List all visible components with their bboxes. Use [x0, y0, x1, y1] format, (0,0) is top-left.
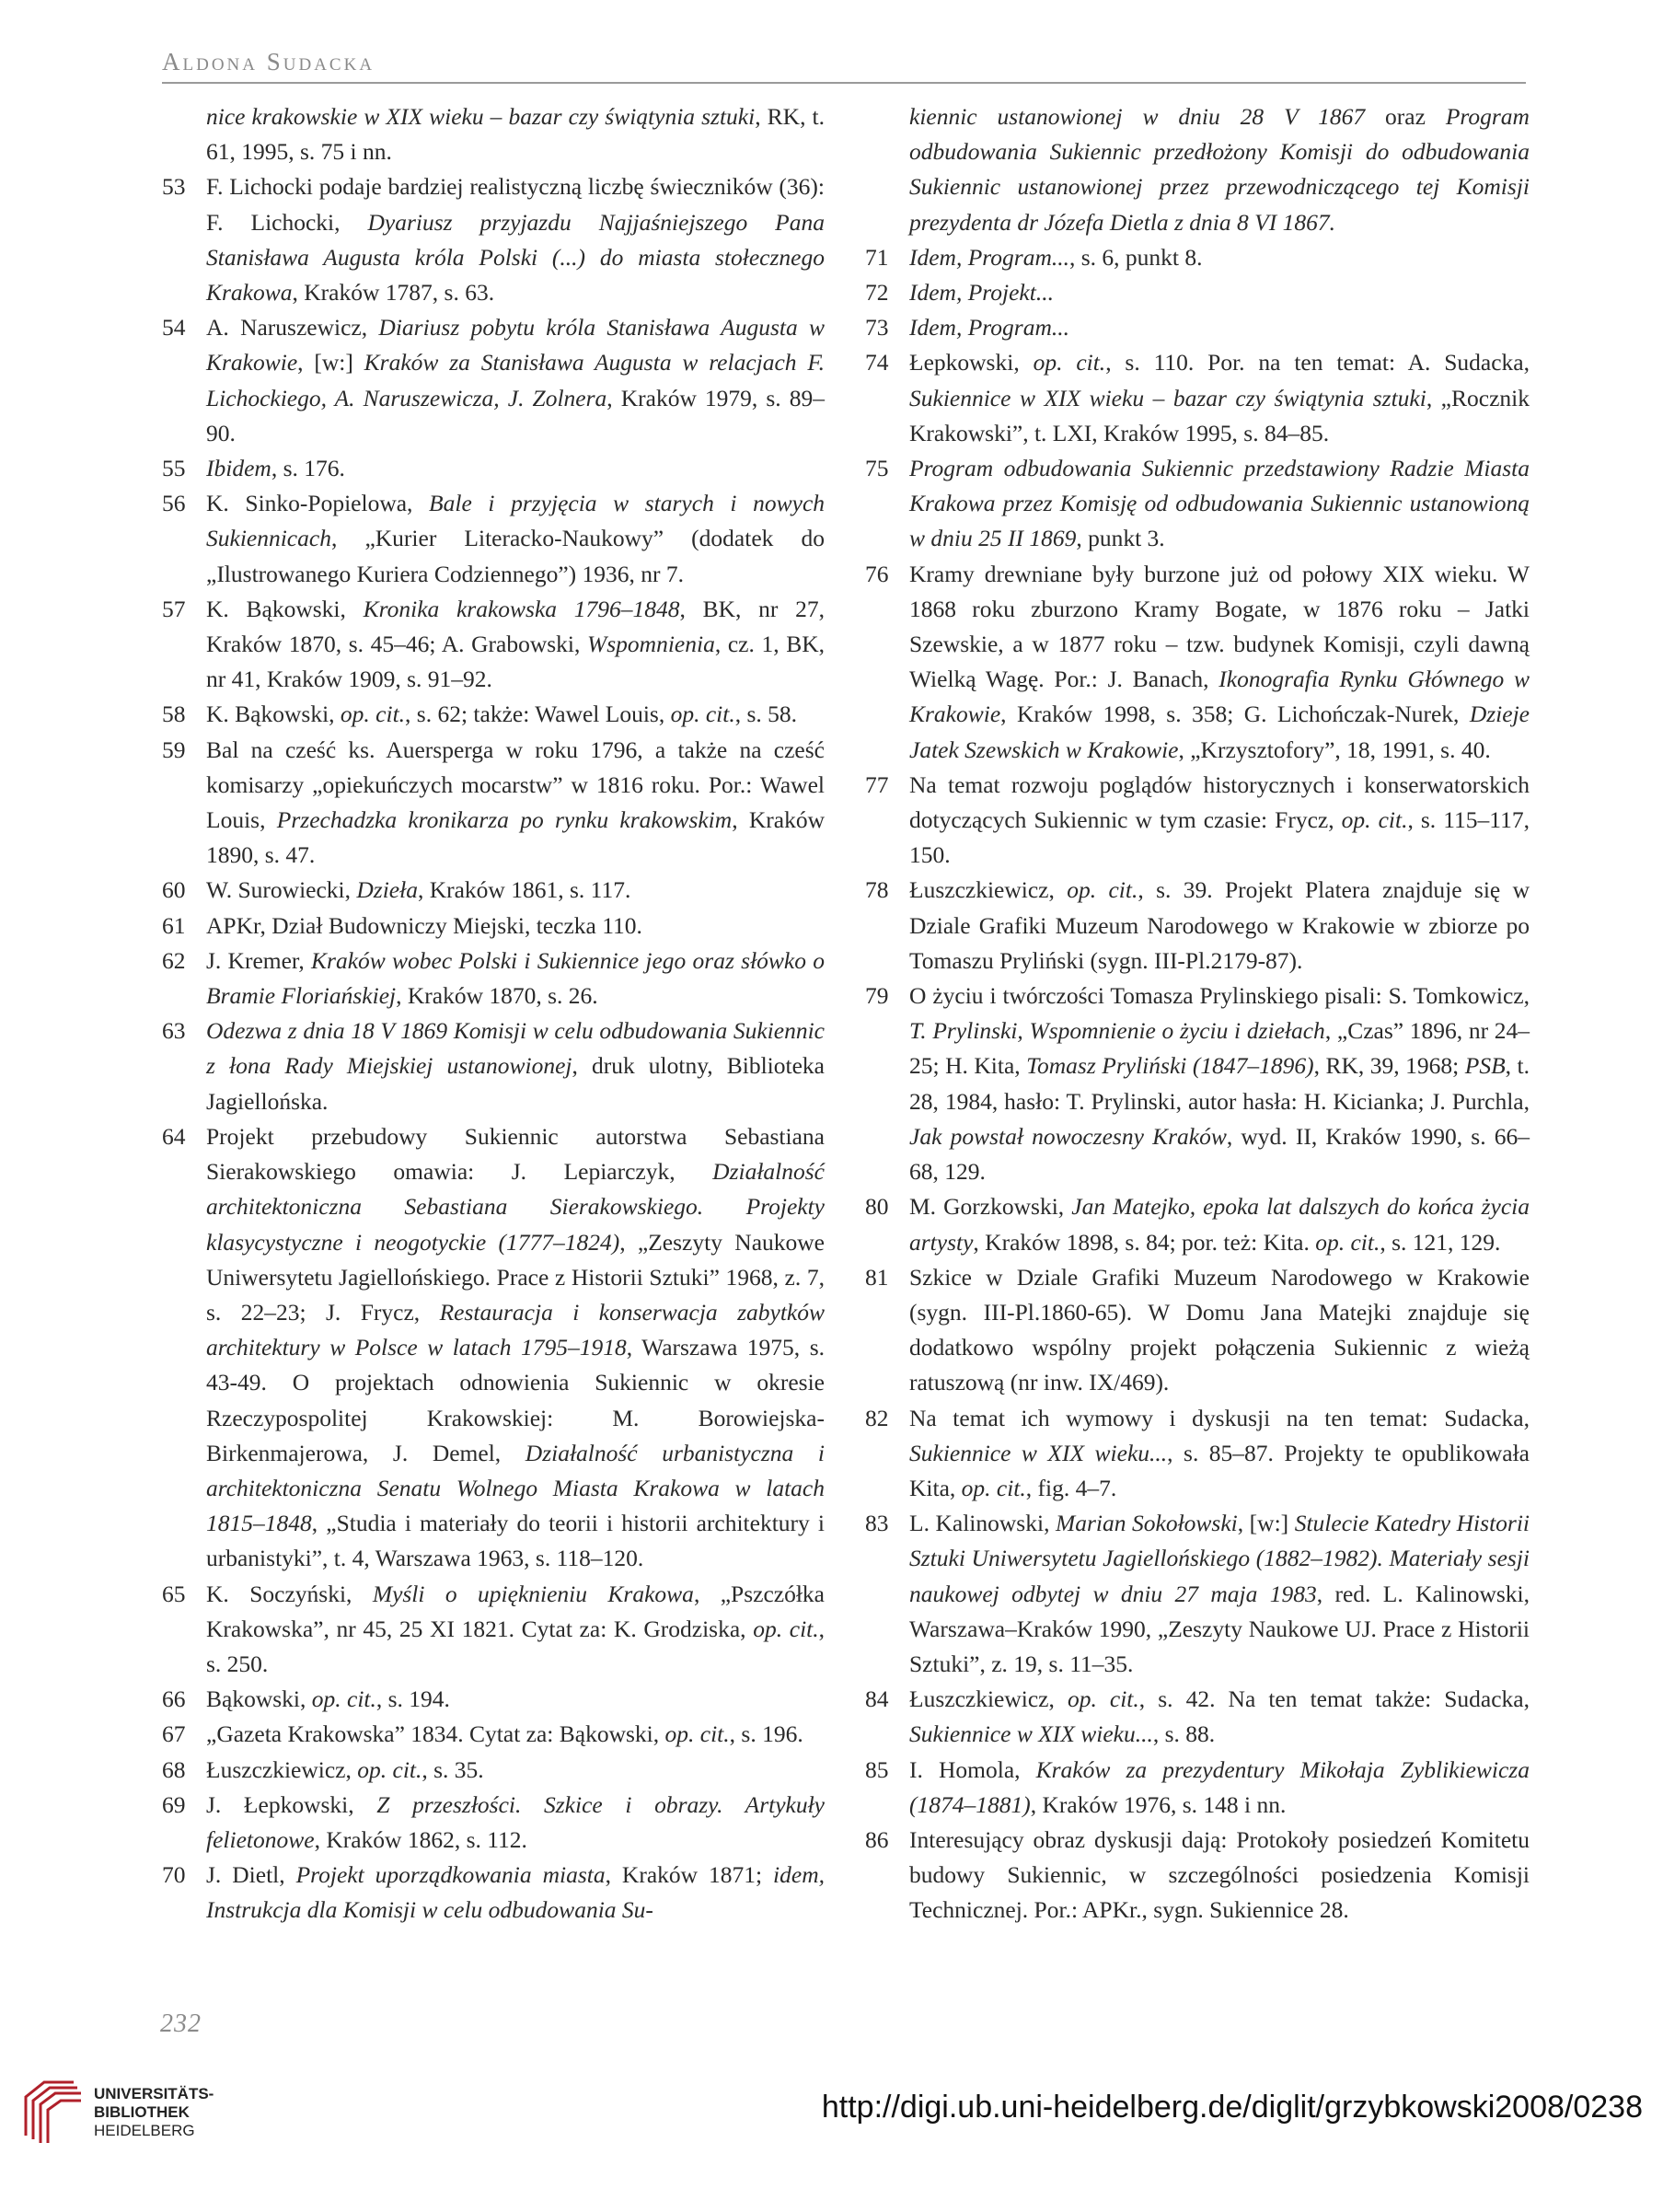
footnote-text	[206, 697, 825, 732]
footnote-number: 55	[162, 455, 186, 482]
footnote-segment: , Kraków 1870, s. 26.	[396, 982, 598, 1010]
footnote-segment: , wyd. II, Kraków 1990, s. 66–68, 129.	[909, 1122, 1530, 1186]
footnote	[162, 1788, 825, 1858]
footnote-segment: Łuszczkiewicz,	[909, 876, 1068, 904]
footnote-segment: J. Łepkowski,	[206, 1790, 377, 1818]
footnote-italic-segment: Projekt uporządkowania miasta	[295, 1861, 606, 1889]
footnote-italic-segment: Marian Sokołowski	[1055, 1510, 1238, 1537]
footnote-text	[206, 1577, 825, 1683]
footnote-text	[909, 240, 1530, 275]
footnote-italic-segment: Idem, Program...	[909, 314, 1069, 342]
footnote-number: 83	[865, 1510, 889, 1537]
footnote-italic-segment: Restauracja i konserwacja zabytków architektury w Polsce w latach 1795–1918	[206, 1298, 825, 1361]
footnote-italic-segment: Dyariusz przyjazdu Najjaśniejszego Pana Stanisława Augusta króla Polski (...) do miasta stołecznego Krakowa	[206, 208, 826, 307]
footnote-segment: , s. 42. Na ten temat także: Sudacka,	[1138, 1685, 1530, 1713]
footnote-text	[206, 451, 825, 486]
footnote	[865, 1260, 1530, 1401]
footnote-segment: , s. 196.	[729, 1720, 803, 1748]
footnote-italic-segment: Bale i przyjęcia w starych i nowych Sukiennicach	[206, 490, 826, 552]
footnote-segment: Łuszczkiewicz,	[909, 1685, 1068, 1713]
footnote-text	[909, 275, 1530, 310]
library-name-line: BIBLIOTHEK	[94, 2103, 190, 2121]
footnote-segment: J. Dietl,	[206, 1861, 296, 1889]
footnote-segment: , s. 194.	[375, 1685, 450, 1713]
footnote-number: 53	[162, 173, 186, 201]
footnote-segment: , s. 58.	[734, 701, 798, 728]
footnote	[162, 1682, 825, 1717]
footnotes-left-column	[162, 99, 825, 1928]
footnote-number: 54	[162, 314, 186, 342]
footnote-segment: , cz. 1, BK, nr 41, Kraków 1909, s. 91–92.	[206, 631, 826, 693]
footnote	[162, 486, 825, 592]
footnote-segment: , s. 121, 129.	[1380, 1228, 1501, 1256]
footnote-number: 74	[865, 349, 889, 376]
footnote-segment: Bąkowski,	[206, 1685, 312, 1713]
footnote-number	[162, 99, 206, 169]
footnote-italic-segment: Diariusz pobytu króla Stanisława Augusta w Krakowie	[206, 314, 826, 376]
footnote-segment: , „Krzysztofory”, 18, 1991, s. 40.	[1178, 735, 1491, 763]
footnote-segment: Bal na cześć ks. Auersperga w roku 1796, a także na cześć komisarzy „opiekuńczych mocarstw” w 1816 roku. Por.: Wawel Louis,	[206, 735, 825, 834]
footnote-italic-segment: Myśli o upięknieniu Krakowa	[372, 1580, 694, 1607]
footnote-text	[206, 733, 825, 874]
footnote-italic-segment: Dzieła	[356, 876, 418, 904]
footnote	[162, 1858, 825, 1928]
footnote-segment: Szkice w Dziale Grafiki Muzeum Narodowego w Krakowie (sygn. III-Pl.1860-65). W Domu Jana Matejki znajduje się dodatkowo wspólny projekt połączenia Sukiennic z wieżą ratuszową (nr inw. IX/469).	[909, 1263, 1530, 1396]
footnote-text	[909, 345, 1530, 451]
footnote-number: 61	[162, 911, 186, 939]
footnote-text	[909, 1682, 1530, 1752]
footnote-number: 86	[865, 1825, 889, 1853]
footnote-segment: , s. 110. Por. na ten temat: A. Sudacka,	[1105, 349, 1530, 376]
footnote-segment: , s. 62; także: Wawel Louis,	[405, 701, 671, 728]
footnote-segment: Łuszczkiewicz,	[206, 1755, 358, 1783]
footnote	[865, 99, 1530, 240]
footnote	[865, 240, 1530, 275]
footnote-italic-segment: Idem, Projekt...	[909, 279, 1054, 307]
footnote-segment: K. Bąkowski,	[206, 701, 341, 728]
footnote	[162, 873, 825, 908]
footnote-segment: , [w:]	[297, 349, 364, 376]
footnote-number: 79	[865, 982, 889, 1010]
footnote-number: 73	[865, 314, 889, 342]
footnote-number: 71	[865, 243, 889, 271]
footnote	[865, 979, 1530, 1189]
footnote-text	[909, 310, 1530, 345]
footnote-segment: , red. L. Kalinowski, Warszawa–Kraków 1990, „Zeszyty Naukowe UJ. Prace z Historii Sztuki”, z. 19, s. 11–35.	[909, 1580, 1530, 1677]
footnote-segment: K. Soczyński,	[206, 1580, 373, 1607]
footnote-number: 82	[865, 1404, 889, 1431]
footnote-segment: K. Sinko-Popielowa,	[206, 490, 430, 517]
running-header	[162, 48, 1526, 84]
footnote-segment: Na temat ich wymowy i dyskusji na ten temat: Sudacka,	[909, 1404, 1530, 1431]
page-footer	[0, 2062, 1663, 2212]
footnote-segment: , s. 88.	[1152, 1720, 1216, 1748]
footnote-number: 81	[865, 1263, 889, 1291]
footnote-italic-segment: Jan Matejko, epoka lat dalszych do końca życia artysty	[909, 1193, 1530, 1256]
library-name	[94, 2085, 214, 2140]
footnote-italic-segment: op. cit.	[1315, 1228, 1380, 1256]
footnote-number: 64	[162, 1122, 186, 1150]
footnote	[162, 1717, 825, 1752]
footnote-italic-segment: op. cit.	[311, 1685, 376, 1713]
footnote-segment: , „Kurier Literacko-Naukowy” (dodatek do „Ilustrowanego Kuriera Codziennego”) 1936, nr 7.	[206, 525, 825, 587]
footnote-italic-segment: Kraków za Stanisława Augusta w relacjach F. Lichockiego, A. Naruszewicza, J. Zolnera	[206, 349, 826, 411]
footnote-italic-segment: Program odbudowania Sukiennic przedłożony Komisji do odbudowania Sukiennic ustanowionej przez przewodniczącego tej Komisji prezydenta dr Józefa Dietla z dnia 8 VI 1867.	[909, 103, 1530, 236]
footnote-segment: , s. 250.	[206, 1615, 825, 1677]
footnote-italic-segment: Tomasz Pryliński (1847–1896)	[1026, 1052, 1314, 1080]
footnote-segment: J. Kremer,	[206, 946, 312, 974]
footnote-number: 59	[162, 735, 186, 763]
footnote-italic-segment: Ikonografia Rynku Głównego w Krakowie	[909, 666, 1530, 728]
footnote-segment: , „Studia i materiały do teorii i historii architektury i urbanistyki”, t. 4, Warszawa 1963, s. 118–120.	[206, 1510, 825, 1572]
footnote-text	[206, 1753, 825, 1788]
footnote	[162, 697, 825, 732]
footnote-segment: M. Gorzkowski,	[909, 1193, 1072, 1221]
footnote-number: 80	[865, 1193, 889, 1221]
footnote-segment: , druk ulotny, Biblioteka Jagiellońska.	[206, 1052, 825, 1115]
footnote-segment: APKr, Dział Budowniczy Miejski, teczka 110.	[206, 911, 642, 939]
footnote-text	[206, 310, 825, 451]
footnote-segment: , „Pszczółka Krakowska”, nr 45, 25 XI 1821. Cytat za: K. Grodziska,	[206, 1580, 826, 1642]
footnote	[865, 1753, 1530, 1823]
footnote-segment: , s. 115–117, 150.	[909, 806, 1530, 869]
footnote-italic-segment: idem, Instrukcja dla Komisji w celu odbudowania Su-	[206, 1861, 825, 1924]
footnote-italic-segment: PSB	[1464, 1052, 1506, 1080]
footnote	[162, 1013, 825, 1119]
footnote-text	[206, 99, 825, 169]
footnote-italic-segment: Stulecie Katedry Historii Sztuki Uniwersytetu Jagiellońskiego (1882–1982). Materiały sesji naukowej odbytej w dniu 27 maja 1983	[909, 1510, 1530, 1607]
footnote-text	[206, 944, 825, 1013]
footnote-segment: , Kraków 1861, s. 117.	[417, 876, 631, 904]
footnote	[865, 768, 1530, 874]
footnote	[865, 873, 1530, 979]
header-author: Aldona Sudacka	[162, 48, 375, 75]
footnote-segment: K. Bąkowski,	[206, 595, 364, 622]
footnote-segment: , s. 176.	[271, 455, 345, 482]
footnote-segment: , Kraków 1998, s. 358; G. Lichończak-Nurek,	[1000, 701, 1470, 728]
footnote-text	[909, 451, 1530, 557]
footnote	[162, 451, 825, 486]
footnote-segment: Na temat rozwoju poglądów historycznych i konserwatorskich dotyczących Sukiennic w tym czasie: Frycz,	[909, 770, 1530, 834]
footnote-segment: Interesujący obraz dyskusji dają: Protokoły posiedzeń Komitetu budowy Sukiennic, w szczególności posiedzenia Komisji Technicznej. Por.: APKr., sygn. Sukiennice 28.	[909, 1825, 1530, 1924]
footnote-segment: , Kraków 1890, s. 47.	[206, 806, 826, 869]
library-name-line: UNIVERSITÄTS-	[94, 2085, 214, 2102]
footnote-text	[206, 486, 825, 592]
footnote-italic-segment: Idem, Program...	[909, 243, 1069, 271]
footnote-segment: , s. 85–87. Projekty te opublikowała Kita,	[909, 1439, 1530, 1501]
footnote-segment: I. Homola,	[909, 1755, 1036, 1783]
footnote	[865, 1682, 1530, 1752]
footnote-italic-segment: Sukiennice w XIX wieku...	[909, 1439, 1168, 1466]
footnote-text	[206, 1013, 825, 1119]
footnote-segment: , Kraków 1976, s. 148 i nn.	[1030, 1790, 1287, 1818]
footnote-text	[206, 1119, 825, 1577]
footnote-italic-segment: Wspomnienia	[587, 631, 715, 658]
footnote-text	[909, 99, 1530, 240]
page-number: 232	[160, 2009, 202, 2038]
footnote	[162, 310, 825, 451]
footnote-italic-segment: op. cit.	[753, 1615, 819, 1642]
footnote-number: 76	[865, 560, 889, 587]
footnote-italic-segment: kiennic ustanowionej w dniu 28 V 1867	[909, 103, 1366, 130]
footnote-italic-segment: op. cit.	[340, 701, 406, 728]
footnote-segment: , t. 28, 1984, hasło: T. Prylinski, autor hasła: H. Kicianka; J. Purchla,	[909, 1052, 1530, 1115]
footnote-segment: , Kraków 1787, s. 63.	[292, 279, 495, 307]
footnote-segment: oraz	[1365, 103, 1446, 130]
footnote-text	[206, 592, 825, 698]
footnote-italic-segment: Odezwa z dnia 18 V 1869 Komisji w celu odbudowania Sukiennic z łona Rady Miejskiej ustanowionej	[206, 1017, 825, 1080]
footnote-italic-segment: op. cit.	[664, 1720, 730, 1748]
footnote-text	[909, 1506, 1530, 1682]
footnote	[162, 1577, 825, 1683]
footnote-text	[206, 909, 825, 944]
footnote-number: 68	[162, 1755, 186, 1783]
footnote-number: 77	[865, 770, 889, 798]
footnote-italic-segment: Ibidem	[206, 455, 271, 482]
footnote-text	[206, 169, 825, 310]
footnote-number: 62	[162, 946, 186, 974]
footnote	[865, 275, 1530, 310]
footnote-segment: L. Kalinowski,	[909, 1510, 1056, 1537]
footnote-segment: , Kraków 1898, s. 84; por. też: Kita.	[973, 1228, 1316, 1256]
footnote-italic-segment: Kronika krakowska 1796–1848	[363, 595, 680, 622]
footnote-segment: A. Naruszewicz,	[206, 314, 379, 342]
footnote-segment: , s. 6, punkt 8.	[1069, 243, 1203, 271]
footnote-italic-segment: Sukiennice w XIX wieku – bazar czy świątynia sztuki	[909, 384, 1426, 411]
footnote-number: 85	[865, 1755, 889, 1783]
footnote-segment: W. Surowiecki,	[206, 876, 357, 904]
footnote-text	[909, 1753, 1530, 1823]
footnote-text	[206, 1788, 825, 1858]
footnote-text	[206, 1858, 825, 1928]
footnote-segment: , fig. 4–7.	[1025, 1474, 1117, 1501]
footnote-italic-segment: op. cit.	[1033, 349, 1106, 376]
footnote	[865, 1401, 1530, 1507]
footnote-italic-segment: Program odbudowania Sukiennic przedstawiony Radzie Miasta Krakowa przez Komisję od odbudowania Sukiennic ustanowioną w dniu 25 II 1869	[909, 455, 1530, 552]
footnote-segment: Łepkowski,	[909, 349, 1034, 376]
footnote-segment: , Warszawa 1975, s. 43-49. O projektach odnowienia Sukiennic w okresie Rzeczypospolitej Krakowskiej: M. Borowiejska-Birkenmajerowa, J. Demel,	[206, 1334, 825, 1466]
footnote-text	[909, 1401, 1530, 1507]
footnote-italic-segment: Sukiennice w XIX wieku...	[909, 1720, 1153, 1748]
source-url-link[interactable]: http://digi.ub.uni-heidelberg.de/diglit/grzybkowski2008/0238	[821, 2090, 1643, 2125]
footnote-segment: , „Zeszyty Naukowe Uniwersytetu Jagiellońskiego. Prace z Historii Sztuki” 1968, z. 7, s. 22–23; J. Frycz,	[206, 1228, 825, 1326]
footnote-text	[909, 768, 1530, 874]
footnote-segment: , [w:]	[1237, 1510, 1295, 1537]
footnote	[865, 310, 1530, 345]
footnote-text	[909, 1189, 1530, 1259]
footnote	[865, 557, 1530, 768]
footnote-segment: Kramy drewniane były burzone już od połowy XIX wieku. W 1868 roku zburzono Kramy Bogate, w 1876 roku – Jatki Szewskie, a w 1877 roku – tzw. budynek Komisji, czyli dawną Wielką Wagę. Por.: J. Banach,	[909, 560, 1530, 693]
footnote-italic-segment: op. cit.	[961, 1474, 1026, 1501]
footnote-text	[206, 873, 825, 908]
footnote-italic-segment: op. cit.	[1067, 1685, 1139, 1713]
footnote-text	[909, 1823, 1530, 1928]
footnote-italic-segment: Z przeszłości. Szkice i obrazy. Artykuły felietonowe	[206, 1790, 825, 1853]
footnote-segment: , Kraków 1862, s. 112.	[314, 1825, 527, 1853]
footnote-text	[909, 1260, 1530, 1401]
footnote-text	[909, 873, 1530, 979]
footnote-segment: Projekt przebudowy Sukiennic autorstwa Sebastiana Sierakowskiego omawia: J. Lepiarczyk,	[206, 1122, 825, 1186]
footnote	[865, 1506, 1530, 1682]
library-name-line: HEIDELBERG	[94, 2122, 195, 2139]
footnote	[162, 592, 825, 698]
footnote-italic-segment: Działalność architektoniczna Sebastiana Sierakowskiego. Projekty klasycystyczne i neogotyckie (1777–1824)	[206, 1158, 825, 1256]
footnote-italic-segment: Działalność urbanistyczna i architektoniczna Senatu Wolnego Miasta Krakowa w latach 1815–1848	[206, 1439, 825, 1537]
footnote-number: 75	[865, 455, 889, 482]
footnote-italic-segment: op. cit.	[670, 701, 735, 728]
footnote	[162, 733, 825, 874]
footnote-number: 78	[865, 876, 889, 904]
library-logo-icon	[17, 2079, 83, 2145]
footnote-number: 56	[162, 490, 186, 517]
footnote-number: 70	[162, 1861, 186, 1889]
footnote-segment: , „Rocznik Krakowski”, t. LXI, Kraków 1995, s. 84–85.	[909, 384, 1530, 446]
footnote	[865, 345, 1530, 451]
footnote-segment: , s. 39. Projekt Platera znajduje się w Dziale Grafiki Muzeum Narodowego w Krakowie w zbiorze po Tomaszu Pryliński (sygn. III-Pl.2179-87).	[909, 876, 1530, 974]
footnote-text	[909, 979, 1530, 1189]
footnote	[865, 451, 1530, 557]
footnote-italic-segment: nice krakowskie w XIX wieku – bazar czy świątynia sztuki	[206, 103, 756, 130]
footnote-italic-segment: Jak powstał nowoczesny Kraków	[909, 1122, 1227, 1150]
footnote-segment: , RK, t. 61, 1995, s. 75 i nn.	[206, 103, 825, 166]
footnote-text	[909, 557, 1530, 768]
footnote-segment: , Kraków 1979, s. 89–90.	[206, 384, 825, 446]
footnote-segment: , punkt 3.	[1076, 525, 1165, 552]
footnote	[162, 1119, 825, 1577]
footnote-number: 57	[162, 595, 186, 622]
footnote	[162, 99, 825, 169]
footnote-number: 65	[162, 1580, 186, 1607]
footnote-italic-segment: op. cit.	[357, 1755, 422, 1783]
footnote-segment: , RK, 39, 1968;	[1313, 1052, 1465, 1080]
footnote	[865, 1823, 1530, 1928]
footnote-italic-segment: T. Prylinski, Wspomnienie o życiu i dziełach	[909, 1017, 1325, 1045]
footnote-segment: „Gazeta Krakowska” 1834. Cytat za: Bąkowski,	[206, 1720, 665, 1748]
footnote-number: 72	[865, 279, 889, 307]
footnote-number	[865, 99, 909, 240]
footnote-segment: F. Lichocki podaje bardziej realistyczną liczbę świeczników (36): F. Lichocki,	[206, 173, 825, 236]
footnote	[162, 169, 825, 310]
footnote-number: 63	[162, 1017, 186, 1045]
footnote-number: 69	[162, 1790, 186, 1818]
footnote	[162, 1753, 825, 1788]
footnote-italic-segment: Kraków za prezydentury Mikołaja Zyblikiewicza (1874–1881)	[909, 1755, 1530, 1818]
footnote-text	[206, 1682, 825, 1717]
footnote-italic-segment: op. cit.	[1341, 806, 1408, 834]
footnote-number: 84	[865, 1685, 889, 1713]
footnote-number: 67	[162, 1720, 186, 1748]
footnote-segment: O życiu i twórczości Tomasza Prylinskiego pisali: S. Tomkowicz,	[909, 982, 1530, 1010]
footnote-italic-segment: Dzieje Jatek Szewskich w Krakowie	[909, 701, 1530, 763]
footnote-segment: , Kraków 1871;	[605, 1861, 774, 1889]
footnote-number: 58	[162, 701, 186, 728]
footnote-segment: , „Czas” 1896, nr 24–25; H. Kita,	[909, 1017, 1530, 1080]
footnote-italic-segment: Przechadzka kronikarza po rynku krakowskim	[276, 806, 733, 834]
footnote	[162, 909, 825, 944]
footnote-italic-segment: op. cit.	[1067, 876, 1138, 904]
footnote	[865, 1189, 1530, 1259]
footnote-italic-segment: Kraków wobec Polski i Sukiennice jego oraz słówko o Bramie Floriańskiej	[206, 946, 825, 1010]
footnote-number: 66	[162, 1685, 186, 1713]
footnotes-right-column	[865, 99, 1530, 1928]
footnote-text	[206, 1717, 825, 1752]
footnote-number: 60	[162, 876, 186, 904]
footnote-segment: , s. 35.	[422, 1755, 484, 1783]
footnote	[162, 944, 825, 1013]
footnote-segment: , BK, nr 27, Kraków 1870, s. 45–46; A. Grabowski,	[206, 595, 825, 658]
